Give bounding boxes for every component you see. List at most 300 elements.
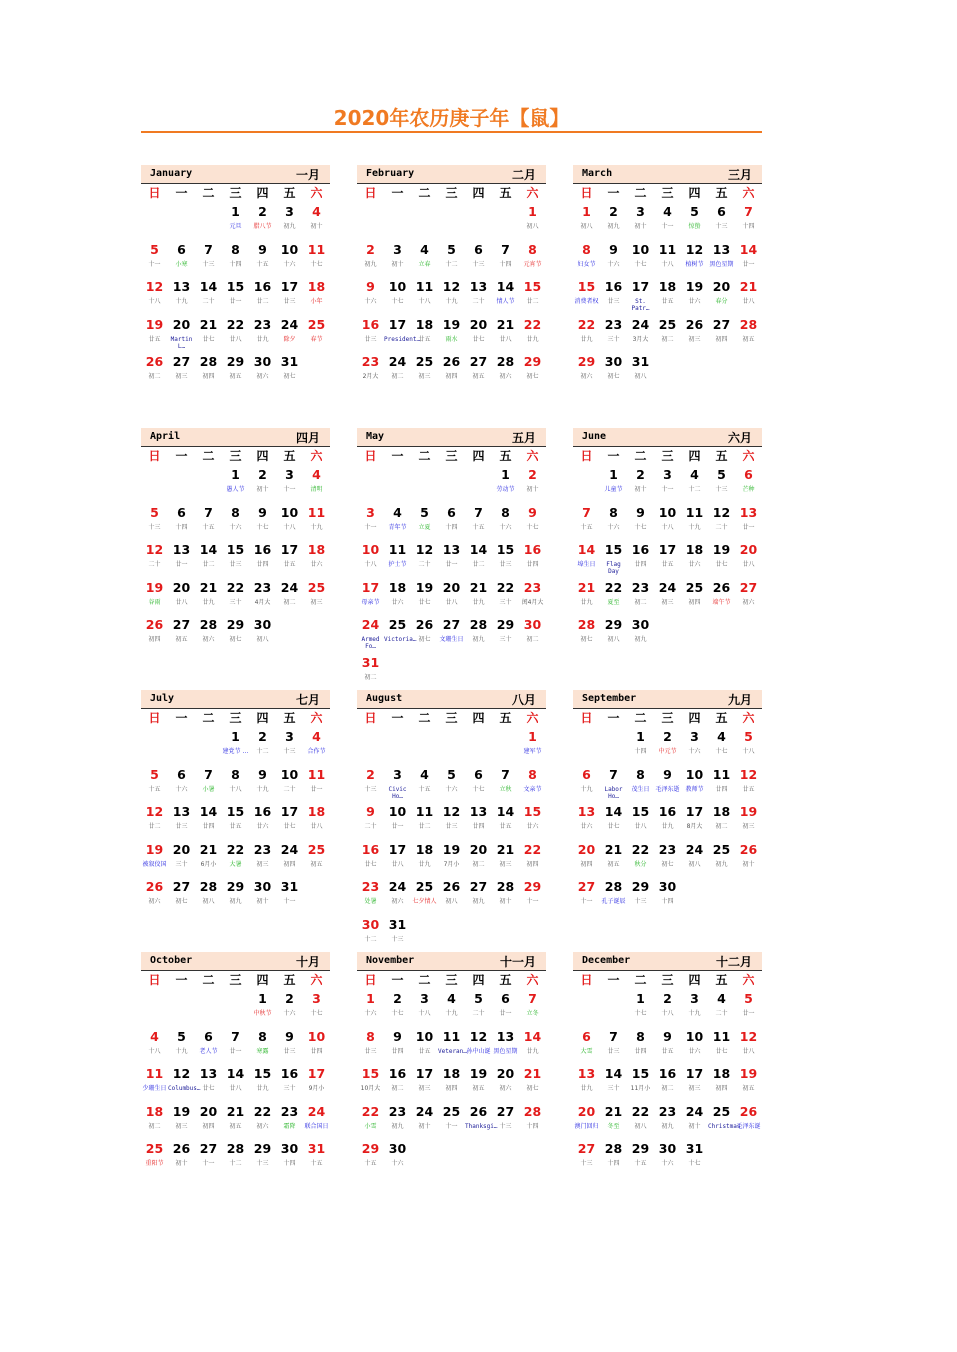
day-cell xyxy=(195,1064,222,1102)
lunar-date: 初五 xyxy=(742,335,755,343)
month-days-grid xyxy=(141,184,330,390)
day-cell xyxy=(492,802,519,840)
lunar-date: 廿七 xyxy=(364,860,377,868)
lunar-date: 廿三 xyxy=(445,823,458,830)
day-cell xyxy=(249,989,276,1027)
day-cell xyxy=(195,1102,222,1140)
weekday-label: 六 xyxy=(742,449,755,463)
day-cell xyxy=(303,1139,330,1177)
day-number: 25 xyxy=(307,579,326,595)
lunar-date: 十五 xyxy=(472,523,485,531)
day-cell xyxy=(627,503,654,541)
day-number: 27 xyxy=(172,617,191,632)
lunar-date: 十四 xyxy=(283,1160,296,1167)
day-cell xyxy=(141,352,168,390)
day-cell xyxy=(600,202,627,240)
lunar-date: 十九 xyxy=(580,785,593,793)
day-cell xyxy=(168,277,195,315)
day-cell xyxy=(168,1139,195,1177)
day-number: 22 xyxy=(577,316,596,332)
month-days-grid xyxy=(357,971,546,1177)
lunar-date: 妇女节 xyxy=(577,260,596,268)
lunar-date: 夏至 xyxy=(607,598,620,606)
lunar-date: 十九 xyxy=(256,785,269,793)
day-cell xyxy=(141,315,168,353)
day-number: 18 xyxy=(388,579,407,595)
lunar-date: 三十 xyxy=(607,335,620,343)
day-cell xyxy=(384,503,411,541)
day-cell xyxy=(573,1064,600,1102)
day-cell xyxy=(303,540,330,578)
day-cell xyxy=(249,1027,276,1065)
lunar-date: 十三 xyxy=(715,223,728,230)
lunar-date: 元旦 xyxy=(229,223,242,230)
day-number: 21 xyxy=(604,841,623,857)
day-cell xyxy=(438,578,465,616)
lunar-date: 初六 xyxy=(580,373,593,380)
day-cell xyxy=(681,989,708,1027)
day-number: 16 xyxy=(253,804,272,819)
day-number: 8 xyxy=(501,504,510,520)
lunar-date: 十二 xyxy=(256,748,269,755)
day-number: 23 xyxy=(658,1103,677,1119)
day-cell xyxy=(384,1027,411,1065)
day-cell xyxy=(276,578,303,616)
month-july xyxy=(141,690,330,915)
lunar-date: 二十 xyxy=(364,823,377,830)
day-cell xyxy=(411,315,438,353)
day-cell xyxy=(654,578,681,616)
lunar-date: 毛泽东逝 xyxy=(655,785,680,793)
weekday-label: 三 xyxy=(229,449,242,463)
day-cell xyxy=(195,277,222,315)
lunar-date: 十六 xyxy=(607,260,620,268)
day-cell xyxy=(627,352,654,390)
lunar-date: 十八 xyxy=(742,748,755,755)
day-number: 15 xyxy=(496,542,515,557)
lunar-date: 廿六 xyxy=(580,823,593,830)
day-number: 21 xyxy=(199,579,218,595)
day-number: 15 xyxy=(523,804,542,819)
lunar-date: 重阳节 xyxy=(145,1160,164,1167)
lunar-date: 十九 xyxy=(175,298,188,305)
day-number: 26 xyxy=(442,354,461,369)
day-number: 8 xyxy=(528,766,537,782)
day-number: 14 xyxy=(199,804,218,819)
lunar-date: 十二 xyxy=(445,260,458,268)
day-cell xyxy=(276,277,303,315)
day-number: 26 xyxy=(145,617,164,632)
lunar-date: Victoria… xyxy=(384,636,417,643)
lunar-date: 初十 xyxy=(634,223,647,230)
day-cell xyxy=(465,1064,492,1102)
lunar-date: 十六 xyxy=(445,785,458,793)
day-cell xyxy=(627,240,654,278)
day-number: 29 xyxy=(226,354,245,369)
lunar-date: 廿一 xyxy=(391,823,404,830)
day-cell xyxy=(141,765,168,803)
lunar-date: 十五 xyxy=(256,260,269,268)
lunar-date: 初二 xyxy=(661,1085,674,1092)
day-cell xyxy=(357,1102,384,1140)
day-number: 13 xyxy=(739,504,758,520)
day-number: 5 xyxy=(420,504,429,520)
weekday-label: 四 xyxy=(472,449,485,463)
day-cell xyxy=(276,765,303,803)
day-cell xyxy=(195,1139,222,1177)
day-cell xyxy=(708,1102,741,1140)
month-days-grid xyxy=(357,447,546,690)
lunar-date: 2月大 xyxy=(362,373,379,380)
lunar-date: 初九 xyxy=(661,1122,674,1130)
lunar-date: 初十 xyxy=(634,486,647,493)
month-march xyxy=(573,165,762,390)
day-number: 7 xyxy=(231,1028,240,1044)
empty-cell xyxy=(357,465,384,503)
day-cell xyxy=(654,802,681,840)
day-number: 13 xyxy=(172,804,191,819)
lunar-date: 情人节 xyxy=(496,298,515,305)
lunar-date: 十一 xyxy=(148,260,161,268)
day-number: 31 xyxy=(280,354,299,369)
day-number: 27 xyxy=(199,1141,218,1156)
day-number: 11 xyxy=(415,279,434,294)
day-cell xyxy=(735,840,762,878)
day-cell xyxy=(627,1139,654,1177)
day-cell xyxy=(357,989,384,1027)
weekday-label: 日 xyxy=(364,186,377,200)
day-cell xyxy=(681,802,708,840)
lunar-date: 初十 xyxy=(256,486,269,493)
day-cell xyxy=(357,315,384,353)
day-cell xyxy=(276,240,303,278)
day-number: 16 xyxy=(658,1066,677,1081)
lunar-date: 廿一 xyxy=(445,561,458,568)
lunar-date: 十五 xyxy=(580,523,593,531)
lunar-date: 廿九 xyxy=(202,598,215,606)
lunar-date: 十九 xyxy=(445,298,458,305)
day-cell xyxy=(600,1064,627,1102)
day-number: 6 xyxy=(744,467,753,482)
empty-cell xyxy=(411,727,438,765)
day-cell xyxy=(681,277,708,315)
day-number: 16 xyxy=(658,804,677,819)
lunar-date: 十八 xyxy=(418,1010,431,1017)
lunar-date: 廿四 xyxy=(310,1047,323,1055)
month-name-en: August xyxy=(366,693,403,704)
lunar-date: 三十 xyxy=(229,598,242,606)
weekday-label: 四 xyxy=(688,973,701,987)
empty-cell xyxy=(141,989,168,1027)
day-number: 23 xyxy=(253,316,272,332)
day-number: 19 xyxy=(739,804,758,819)
day-cell xyxy=(303,1027,330,1065)
day-number: 23 xyxy=(253,579,272,595)
weekday-label: 一 xyxy=(391,449,404,463)
day-cell xyxy=(249,540,276,578)
weekday-label: 二 xyxy=(418,449,431,463)
lunar-date: 黑色星期 xyxy=(493,1047,518,1055)
day-cell xyxy=(573,615,600,653)
lunar-date: 立春 xyxy=(418,260,431,268)
lunar-date: 初四 xyxy=(283,860,296,868)
day-cell xyxy=(276,727,303,765)
day-number: 7 xyxy=(609,766,618,782)
lunar-date: 廿七 xyxy=(283,823,296,830)
lunar-date: 9月小 xyxy=(308,1085,325,1092)
day-cell xyxy=(249,202,276,240)
day-cell xyxy=(519,765,546,803)
lunar-date: 十六 xyxy=(283,260,296,268)
lunar-date: 十五 xyxy=(148,785,161,793)
lunar-date: 廿五 xyxy=(661,1047,674,1055)
day-number: 10 xyxy=(658,504,677,520)
lunar-date: 初六 xyxy=(742,598,755,606)
day-cell xyxy=(681,540,708,578)
day-number: 25 xyxy=(415,354,434,369)
lunar-date: 初七 xyxy=(526,1085,539,1092)
lunar-date: 初八 xyxy=(445,898,458,905)
day-cell xyxy=(276,877,303,915)
weekday-label: 一 xyxy=(391,711,404,725)
day-number: 25 xyxy=(712,841,731,857)
lunar-date: 大暑 xyxy=(229,860,242,868)
day-number: 17 xyxy=(361,579,380,595)
lunar-date: 十四 xyxy=(742,223,755,230)
lunar-date: 十八 xyxy=(661,523,674,531)
day-number: 4 xyxy=(663,204,672,219)
empty-cell xyxy=(222,989,249,1027)
day-number: 21 xyxy=(496,841,515,857)
day-cell xyxy=(276,202,303,240)
day-cell xyxy=(438,277,465,315)
day-cell xyxy=(141,240,168,278)
day-cell xyxy=(708,727,735,765)
empty-cell xyxy=(141,727,168,765)
empty-cell xyxy=(600,727,627,765)
weekday-label: 二 xyxy=(634,186,647,200)
day-number: 5 xyxy=(690,204,699,219)
lunar-date: 廿一 xyxy=(499,1010,512,1017)
day-cell xyxy=(465,503,492,541)
day-number: 28 xyxy=(739,316,758,332)
day-cell xyxy=(492,1027,519,1065)
lunar-date: 初二 xyxy=(364,673,377,681)
lunar-date: 联合国日 xyxy=(304,1122,329,1130)
day-cell xyxy=(492,615,519,653)
day-cell xyxy=(249,1102,276,1140)
lunar-date: 十一 xyxy=(661,486,674,493)
day-number: 12 xyxy=(145,542,164,557)
day-cell xyxy=(222,1027,249,1065)
lunar-date: 初三 xyxy=(661,598,674,606)
day-cell xyxy=(654,877,681,915)
lunar-date: 廿四 xyxy=(256,561,269,568)
day-number: 23 xyxy=(361,879,380,894)
day-number: 19 xyxy=(685,279,704,294)
day-number: 19 xyxy=(145,316,164,332)
day-number: 8 xyxy=(582,241,591,257)
lunar-date: 初九 xyxy=(391,1122,404,1130)
day-number: 18 xyxy=(415,316,434,332)
weekday-label: 一 xyxy=(607,711,620,725)
weekday-label: 六 xyxy=(310,711,323,725)
day-number: 31 xyxy=(388,916,407,932)
day-cell xyxy=(438,765,465,803)
day-number: 4 xyxy=(420,241,429,257)
day-number: 14 xyxy=(199,542,218,557)
month-header xyxy=(573,952,762,971)
lunar-date: 廿六 xyxy=(391,598,404,606)
day-number: 8 xyxy=(609,504,618,520)
day-cell xyxy=(519,1064,546,1102)
day-cell xyxy=(492,240,519,278)
day-number: 30 xyxy=(253,617,272,632)
lunar-date: 初二 xyxy=(148,373,161,380)
day-cell xyxy=(519,202,546,240)
day-cell xyxy=(735,727,762,765)
lunar-date: 廿九 xyxy=(661,823,674,830)
day-cell xyxy=(681,727,708,765)
day-number: 18 xyxy=(685,542,704,557)
lunar-date: 初七 xyxy=(175,898,188,905)
lunar-date: 十六 xyxy=(661,1160,674,1167)
lunar-date: 闰4月大 xyxy=(521,598,544,606)
day-cell xyxy=(573,202,600,240)
day-cell xyxy=(249,615,276,653)
day-number: 12 xyxy=(415,542,434,557)
day-number: 6 xyxy=(447,504,456,520)
lunar-date: 十七 xyxy=(634,523,647,531)
day-cell xyxy=(195,765,222,803)
month-december xyxy=(573,952,762,1177)
lunar-date: 初九 xyxy=(715,860,728,868)
lunar-date: 十四 xyxy=(499,260,512,268)
day-number: 8 xyxy=(231,504,240,520)
day-cell xyxy=(438,877,465,915)
lunar-date: 廿九 xyxy=(580,335,593,343)
day-cell xyxy=(222,840,249,878)
day-number: 3 xyxy=(690,991,699,1006)
empty-cell xyxy=(168,202,195,240)
day-cell xyxy=(222,615,249,653)
day-cell xyxy=(222,352,249,390)
lunar-date: 十三 xyxy=(715,486,728,493)
day-cell xyxy=(573,840,600,878)
lunar-date: 母亲节 xyxy=(361,598,380,606)
weekday-label: 二 xyxy=(634,973,647,987)
day-number: 13 xyxy=(172,542,191,557)
lunar-date: 廿七 xyxy=(715,1047,728,1055)
day-cell xyxy=(519,802,546,840)
day-cell xyxy=(600,1139,627,1177)
lunar-date: 廿三 xyxy=(607,1047,620,1055)
day-number: 30 xyxy=(361,916,380,932)
day-cell xyxy=(519,840,546,878)
month-days-grid xyxy=(141,709,330,915)
lunar-date: 十二 xyxy=(688,486,701,493)
day-cell xyxy=(573,578,600,616)
lunar-date: 廿六 xyxy=(310,561,323,568)
day-number: 18 xyxy=(415,841,434,857)
day-number: 21 xyxy=(604,1103,623,1119)
lunar-date: 初十 xyxy=(175,1160,188,1167)
day-cell xyxy=(411,540,438,578)
day-cell xyxy=(492,578,519,616)
day-cell xyxy=(249,877,276,915)
day-number: 9 xyxy=(258,504,267,520)
day-cell xyxy=(465,277,492,315)
day-number: 11 xyxy=(712,1028,731,1044)
lunar-date: 初七 xyxy=(283,373,296,380)
day-cell xyxy=(735,1064,762,1102)
day-number: 1 xyxy=(636,991,645,1006)
day-cell xyxy=(492,352,519,390)
lunar-date: 初八 xyxy=(202,898,215,905)
day-cell xyxy=(141,578,168,616)
day-number: 24 xyxy=(280,841,299,857)
month-name-en: April xyxy=(150,431,181,442)
lunar-date: 初二 xyxy=(391,373,404,380)
day-cell xyxy=(411,802,438,840)
day-cell xyxy=(357,578,384,616)
day-number: 20 xyxy=(577,1103,596,1119)
empty-cell xyxy=(573,727,600,765)
day-number: 28 xyxy=(604,1141,623,1156)
day-number: 30 xyxy=(631,617,650,632)
day-number: 11 xyxy=(685,504,704,520)
day-number: 6 xyxy=(177,504,186,520)
day-cell xyxy=(357,877,384,915)
lunar-date: 廿七 xyxy=(472,335,485,343)
day-cell xyxy=(168,877,195,915)
weekday-label: 六 xyxy=(310,449,323,463)
lunar-date: 三十 xyxy=(607,1085,620,1092)
empty-cell xyxy=(384,727,411,765)
lunar-date: 廿八 xyxy=(310,823,323,830)
day-number: 23 xyxy=(658,841,677,857)
day-number: 30 xyxy=(604,354,623,369)
day-cell xyxy=(600,352,627,390)
lunar-date: 十八 xyxy=(229,785,242,793)
day-number: 10 xyxy=(388,279,407,294)
day-number: 8 xyxy=(258,1028,267,1044)
lunar-date: 初二 xyxy=(715,823,728,830)
day-number: 6 xyxy=(582,1028,591,1044)
day-cell xyxy=(735,465,762,503)
day-number: 24 xyxy=(388,354,407,369)
lunar-date: 冬至 xyxy=(607,1122,620,1130)
day-cell xyxy=(222,202,249,240)
day-cell xyxy=(357,277,384,315)
day-number: 16 xyxy=(361,841,380,857)
day-number: 3 xyxy=(285,467,294,482)
day-cell xyxy=(627,765,654,803)
month-name-cn: 四月 xyxy=(295,431,320,445)
lunar-date: 初七 xyxy=(229,636,242,643)
day-number: 26 xyxy=(145,354,164,369)
lunar-date: 十一 xyxy=(364,523,377,531)
day-cell xyxy=(627,277,654,315)
day-cell xyxy=(141,1027,168,1065)
day-number: 16 xyxy=(631,542,650,557)
day-cell xyxy=(681,765,708,803)
day-number: 21 xyxy=(496,316,515,332)
day-number: 8 xyxy=(231,766,240,782)
weekday-label: 一 xyxy=(175,449,188,463)
lunar-date: 十五 xyxy=(364,1160,377,1167)
day-cell xyxy=(654,202,681,240)
